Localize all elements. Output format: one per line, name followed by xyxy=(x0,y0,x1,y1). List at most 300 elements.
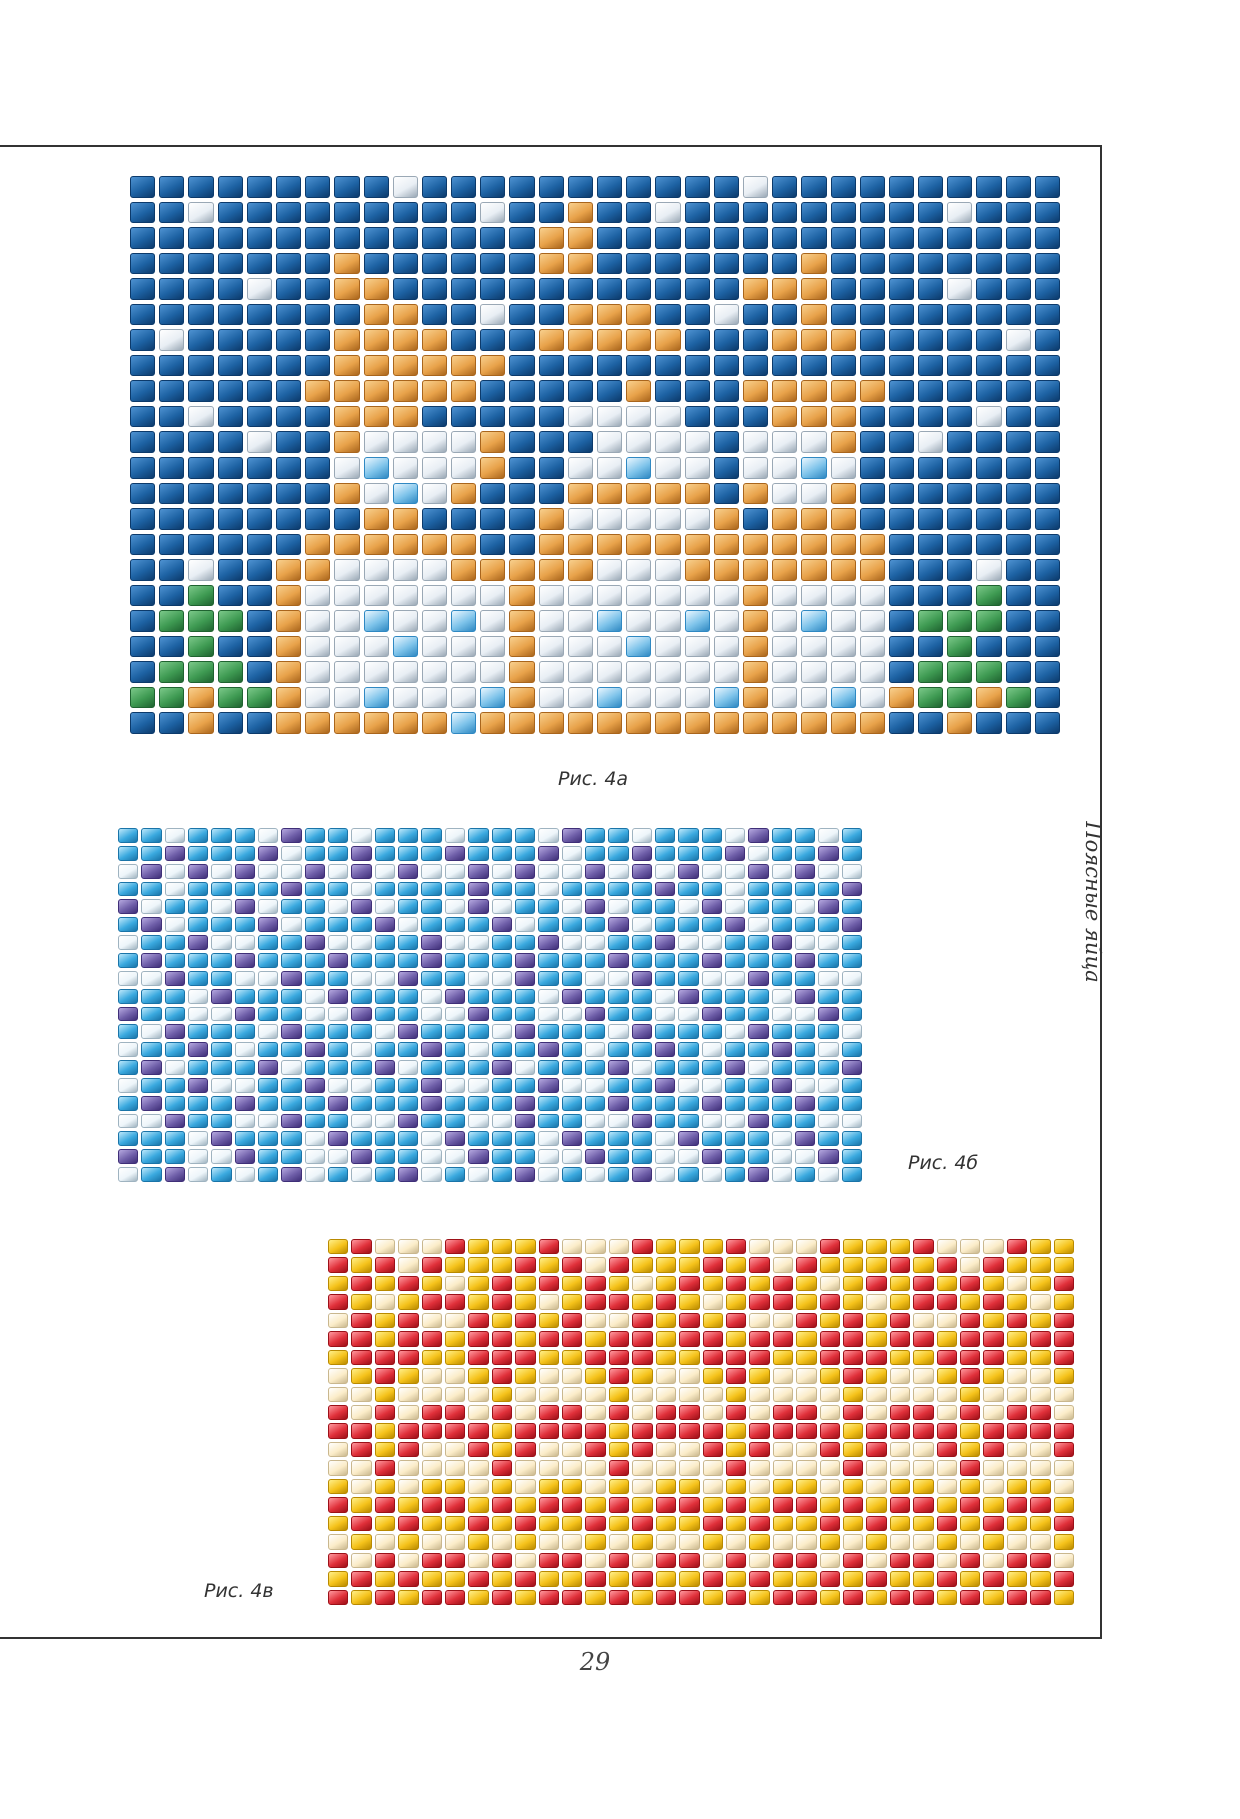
bead xyxy=(632,1331,652,1346)
bead xyxy=(976,457,1001,479)
bead xyxy=(328,1078,348,1093)
bead xyxy=(655,380,680,402)
bead xyxy=(258,1096,278,1111)
bead xyxy=(918,355,943,377)
bead xyxy=(842,1007,862,1022)
bead xyxy=(375,1007,395,1022)
bead xyxy=(562,1442,582,1457)
bead xyxy=(393,227,418,249)
bead xyxy=(947,176,972,198)
bead xyxy=(843,1294,863,1309)
bead xyxy=(772,1096,792,1111)
bead xyxy=(538,1042,558,1057)
bead xyxy=(468,1497,488,1512)
bead xyxy=(539,1442,559,1457)
bead xyxy=(159,227,184,249)
bead xyxy=(1035,559,1060,581)
bead xyxy=(842,989,862,1004)
bead xyxy=(703,1442,723,1457)
bead xyxy=(703,1405,723,1420)
bead xyxy=(597,559,622,581)
bead xyxy=(188,882,208,897)
bead xyxy=(860,431,885,453)
bead xyxy=(364,406,389,428)
bead xyxy=(468,1553,488,1568)
bead xyxy=(451,253,476,275)
bead xyxy=(609,1405,629,1420)
bead xyxy=(305,971,325,986)
bead xyxy=(983,1331,1003,1346)
bead xyxy=(451,687,476,709)
bead xyxy=(678,1096,698,1111)
bead xyxy=(918,687,943,709)
bead xyxy=(421,953,441,968)
bead xyxy=(795,1007,815,1022)
bead xyxy=(538,989,558,1004)
bead xyxy=(398,828,418,843)
bead xyxy=(188,534,213,556)
bead xyxy=(960,1387,980,1402)
bead xyxy=(515,1516,535,1531)
bead xyxy=(866,1516,886,1531)
bead xyxy=(714,661,739,683)
bead xyxy=(398,1131,418,1146)
bead xyxy=(538,917,558,932)
bead xyxy=(539,1313,559,1328)
bead xyxy=(818,971,838,986)
bead xyxy=(918,585,943,607)
bead xyxy=(725,1007,745,1022)
bead xyxy=(468,864,488,879)
bead xyxy=(351,1060,371,1075)
bead xyxy=(585,1387,605,1402)
bead xyxy=(480,431,505,453)
bead xyxy=(1030,1534,1050,1549)
bead xyxy=(772,1060,792,1075)
bead xyxy=(492,1024,512,1039)
bead xyxy=(398,882,418,897)
bead xyxy=(796,1534,816,1549)
bead xyxy=(305,1131,325,1146)
bead xyxy=(398,1294,418,1309)
bead xyxy=(726,1239,746,1254)
bead xyxy=(422,1350,442,1365)
bead xyxy=(703,1350,723,1365)
bead xyxy=(375,1350,395,1365)
bead xyxy=(1007,1257,1027,1272)
bead xyxy=(585,1257,605,1272)
bead xyxy=(421,1060,441,1075)
bead xyxy=(703,1423,723,1438)
bead xyxy=(492,1571,512,1586)
bead xyxy=(364,559,389,581)
bead xyxy=(632,1423,652,1438)
bead xyxy=(796,1313,816,1328)
bead xyxy=(247,227,272,249)
bead xyxy=(820,1516,840,1531)
bead xyxy=(585,1096,605,1111)
bead xyxy=(608,1060,628,1075)
bead xyxy=(818,1060,838,1075)
bead xyxy=(655,899,675,914)
bead xyxy=(492,1096,512,1111)
bead xyxy=(422,1516,442,1531)
bead xyxy=(976,636,1001,658)
bead xyxy=(393,406,418,428)
bead xyxy=(655,989,675,1004)
bead xyxy=(842,828,862,843)
bead xyxy=(468,1368,488,1383)
bead xyxy=(725,989,745,1004)
bead xyxy=(468,935,488,950)
bead xyxy=(188,636,213,658)
bead xyxy=(889,406,914,428)
bead xyxy=(860,406,885,428)
bead xyxy=(421,1167,441,1182)
bead xyxy=(351,828,371,843)
bead xyxy=(714,559,739,581)
bead xyxy=(276,431,301,453)
bead xyxy=(1007,1387,1027,1402)
bead xyxy=(539,1571,559,1586)
bead xyxy=(679,1331,699,1346)
bead xyxy=(818,1007,838,1022)
bead xyxy=(421,989,441,1004)
bead xyxy=(609,1479,629,1494)
bead xyxy=(422,559,447,581)
bead xyxy=(773,1497,793,1512)
bead xyxy=(1006,457,1031,479)
bead xyxy=(398,1534,418,1549)
bead xyxy=(685,304,710,326)
bead xyxy=(1006,661,1031,683)
bead xyxy=(281,953,301,968)
bead xyxy=(375,1149,395,1164)
bead xyxy=(748,864,768,879)
bead xyxy=(159,304,184,326)
bead xyxy=(247,329,272,351)
bead xyxy=(468,1479,488,1494)
bead xyxy=(678,882,698,897)
bead xyxy=(393,253,418,275)
bead xyxy=(597,304,622,326)
bead xyxy=(398,1405,418,1420)
bead xyxy=(562,1257,582,1272)
bead xyxy=(398,1590,418,1605)
bead xyxy=(889,278,914,300)
bead xyxy=(515,971,535,986)
bead xyxy=(679,1590,699,1605)
bead xyxy=(772,828,792,843)
bead xyxy=(351,1276,371,1291)
bead xyxy=(960,1497,980,1512)
bead xyxy=(773,1534,793,1549)
bead xyxy=(141,1167,161,1182)
bead xyxy=(398,917,418,932)
bead xyxy=(866,1387,886,1402)
bead xyxy=(597,661,622,683)
bead xyxy=(960,1368,980,1383)
bead xyxy=(188,227,213,249)
bead xyxy=(947,457,972,479)
bead xyxy=(1006,585,1031,607)
bead xyxy=(398,1024,418,1039)
bead xyxy=(609,1571,629,1586)
bead xyxy=(305,380,330,402)
bead xyxy=(568,483,593,505)
bead xyxy=(305,1167,325,1182)
bead xyxy=(983,1534,1003,1549)
bead xyxy=(445,864,465,879)
bead xyxy=(351,864,371,879)
bead xyxy=(842,1149,862,1164)
bead xyxy=(398,1276,418,1291)
bead xyxy=(843,1516,863,1531)
bead xyxy=(568,278,593,300)
bead xyxy=(749,1534,769,1549)
bead xyxy=(421,1096,441,1111)
bead xyxy=(211,1131,231,1146)
bead xyxy=(773,1571,793,1586)
bead xyxy=(679,1571,699,1586)
bead xyxy=(1035,202,1060,224)
bead xyxy=(983,1571,1003,1586)
bead xyxy=(351,1096,371,1111)
bead xyxy=(866,1571,886,1586)
bead xyxy=(1030,1239,1050,1254)
bead xyxy=(451,431,476,453)
bead xyxy=(1030,1423,1050,1438)
bead xyxy=(515,1590,535,1605)
page-frame-top xyxy=(0,145,1102,147)
bead xyxy=(748,953,768,968)
bead xyxy=(866,1479,886,1494)
bead xyxy=(422,253,447,275)
bead xyxy=(375,1423,395,1438)
bead xyxy=(890,1387,910,1402)
bead xyxy=(772,1007,792,1022)
bead xyxy=(276,202,301,224)
bead xyxy=(860,329,885,351)
bead xyxy=(375,1516,395,1531)
bead xyxy=(188,559,213,581)
bead xyxy=(831,559,856,581)
bead xyxy=(702,953,722,968)
bead xyxy=(632,1167,652,1182)
bead xyxy=(562,1497,582,1512)
bead xyxy=(626,304,651,326)
bead xyxy=(866,1534,886,1549)
bead xyxy=(393,176,418,198)
bead xyxy=(818,1167,838,1182)
bead xyxy=(118,899,138,914)
bead xyxy=(247,712,272,734)
bead xyxy=(655,431,680,453)
bead xyxy=(393,329,418,351)
bead xyxy=(773,1331,793,1346)
bead xyxy=(515,1387,535,1402)
bead xyxy=(842,1042,862,1057)
bead xyxy=(393,278,418,300)
bead xyxy=(451,406,476,428)
bead xyxy=(913,1294,933,1309)
bead xyxy=(130,559,155,581)
bead xyxy=(726,1257,746,1272)
bead xyxy=(632,1442,652,1457)
bead xyxy=(247,278,272,300)
bead xyxy=(685,687,710,709)
bead xyxy=(656,1479,676,1494)
bead xyxy=(632,1534,652,1549)
bead xyxy=(305,1042,325,1057)
bead xyxy=(468,1024,488,1039)
bead xyxy=(679,1423,699,1438)
bead xyxy=(608,846,628,861)
bead xyxy=(328,1114,348,1129)
bead xyxy=(515,1042,535,1057)
bead xyxy=(235,1078,255,1093)
bead xyxy=(609,1460,629,1475)
bead xyxy=(772,355,797,377)
bead xyxy=(632,864,652,879)
bead xyxy=(889,585,914,607)
bead xyxy=(445,1294,465,1309)
bead xyxy=(159,380,184,402)
bead xyxy=(818,989,838,1004)
bead xyxy=(632,935,652,950)
bead xyxy=(468,971,488,986)
bead xyxy=(702,989,722,1004)
bead xyxy=(608,828,628,843)
bead xyxy=(585,1497,605,1512)
bead xyxy=(743,202,768,224)
bead xyxy=(562,1060,582,1075)
bead xyxy=(276,380,301,402)
bead xyxy=(468,1078,488,1093)
bead xyxy=(258,899,278,914)
bead xyxy=(398,864,418,879)
bead xyxy=(281,1042,301,1057)
bead xyxy=(398,1096,418,1111)
bead xyxy=(328,1497,348,1512)
bead xyxy=(351,1167,371,1182)
bead xyxy=(842,899,862,914)
bead xyxy=(947,534,972,556)
bead xyxy=(801,431,826,453)
bead xyxy=(1030,1405,1050,1420)
bead xyxy=(976,483,1001,505)
bead xyxy=(801,483,826,505)
bead xyxy=(749,1276,769,1291)
bead xyxy=(451,585,476,607)
bead xyxy=(305,1060,325,1075)
bead xyxy=(820,1442,840,1457)
bead xyxy=(130,508,155,530)
bead xyxy=(364,329,389,351)
bead xyxy=(247,355,272,377)
bead xyxy=(141,899,161,914)
bead xyxy=(398,1313,418,1328)
bead xyxy=(609,1497,629,1512)
bead xyxy=(509,636,534,658)
bead xyxy=(364,355,389,377)
bead xyxy=(749,1313,769,1328)
bead xyxy=(842,1114,862,1129)
bead xyxy=(656,1590,676,1605)
bead xyxy=(480,329,505,351)
bead xyxy=(609,1239,629,1254)
bead xyxy=(585,846,605,861)
bead xyxy=(509,227,534,249)
bead xyxy=(842,953,862,968)
bead xyxy=(655,1096,675,1111)
bead xyxy=(1054,1590,1074,1605)
bead xyxy=(509,304,534,326)
bead xyxy=(585,1479,605,1494)
bead xyxy=(820,1534,840,1549)
bead xyxy=(539,1331,559,1346)
bead xyxy=(141,846,161,861)
bead xyxy=(539,1294,559,1309)
bead xyxy=(913,1590,933,1605)
bead xyxy=(626,483,651,505)
bead xyxy=(913,1479,933,1494)
bead xyxy=(218,202,243,224)
bead xyxy=(585,1149,605,1164)
bead xyxy=(818,864,838,879)
bead xyxy=(276,278,301,300)
bead xyxy=(247,687,272,709)
bead xyxy=(328,1571,348,1586)
bead xyxy=(1007,1239,1027,1254)
bead xyxy=(703,1368,723,1383)
bead xyxy=(218,355,243,377)
bead xyxy=(655,1042,675,1057)
bead xyxy=(632,1007,652,1022)
bead xyxy=(656,1331,676,1346)
bead xyxy=(831,457,856,479)
bead xyxy=(772,585,797,607)
bead xyxy=(960,1553,980,1568)
bead xyxy=(820,1405,840,1420)
bead xyxy=(749,1553,769,1568)
bead xyxy=(1030,1590,1050,1605)
bead xyxy=(235,971,255,986)
bead xyxy=(375,1294,395,1309)
bead xyxy=(655,202,680,224)
bead xyxy=(685,431,710,453)
bead xyxy=(772,1078,792,1093)
bead xyxy=(748,882,768,897)
bead xyxy=(218,610,243,632)
bead xyxy=(703,1331,723,1346)
bead xyxy=(393,661,418,683)
bead xyxy=(831,380,856,402)
bead xyxy=(421,935,441,950)
bead xyxy=(351,1553,371,1568)
bead xyxy=(538,1007,558,1022)
bead xyxy=(860,661,885,683)
bead xyxy=(375,846,395,861)
bead xyxy=(678,899,698,914)
bead xyxy=(748,917,768,932)
bead xyxy=(480,585,505,607)
bead xyxy=(568,559,593,581)
bead xyxy=(831,304,856,326)
bead xyxy=(422,202,447,224)
bead xyxy=(608,1024,628,1039)
bead xyxy=(749,1442,769,1457)
